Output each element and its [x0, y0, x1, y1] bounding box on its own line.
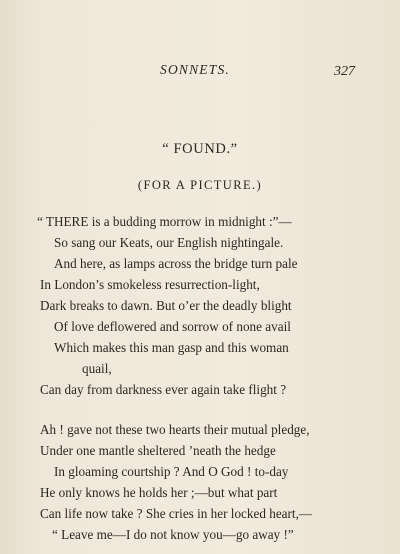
poem-line: Can day from darkness ever again take flight ? [40, 382, 287, 397]
poem-subtitle: (FOR A PICTURE.) [137, 178, 263, 192]
poem-line: In London’s smokeless resurrection-light, [40, 277, 260, 292]
poem-line: Dark breaks to dawn. But o’er the deadly blight [40, 298, 292, 313]
poem-line: So sang our Keats, our English nightingale. [54, 235, 284, 250]
poem-line: Of love deflowered and sorrow of none avail [54, 319, 291, 334]
poem-line: “ THERE is a budding morrow in midnight :”— [37, 214, 292, 229]
poem-line: Ah ! gave not these two hearts their mutual pledge, [40, 422, 310, 437]
poem-line: Which makes this man gasp and this woman [54, 340, 289, 355]
poem-line: He only knows he holds her ;—but what part [40, 485, 278, 500]
page-number: 327 [334, 64, 355, 79]
poem-line: And here, as lamps across the bridge turn pale [54, 256, 298, 271]
poem-line: Can life now take ? She cries in her locked heart,— [40, 506, 313, 521]
poem-line: quail, [82, 361, 112, 376]
running-title: SONNETS. [160, 62, 230, 77]
poem-line: In gloaming courtship ? And O God ! to-day [54, 464, 289, 479]
poem-line: “ Leave me—I do not know you—go away !” [52, 527, 294, 542]
poem-title: “ FOUND.” [162, 141, 238, 157]
poem-line: Under one mantle sheltered ’neath the hedge [40, 443, 276, 458]
